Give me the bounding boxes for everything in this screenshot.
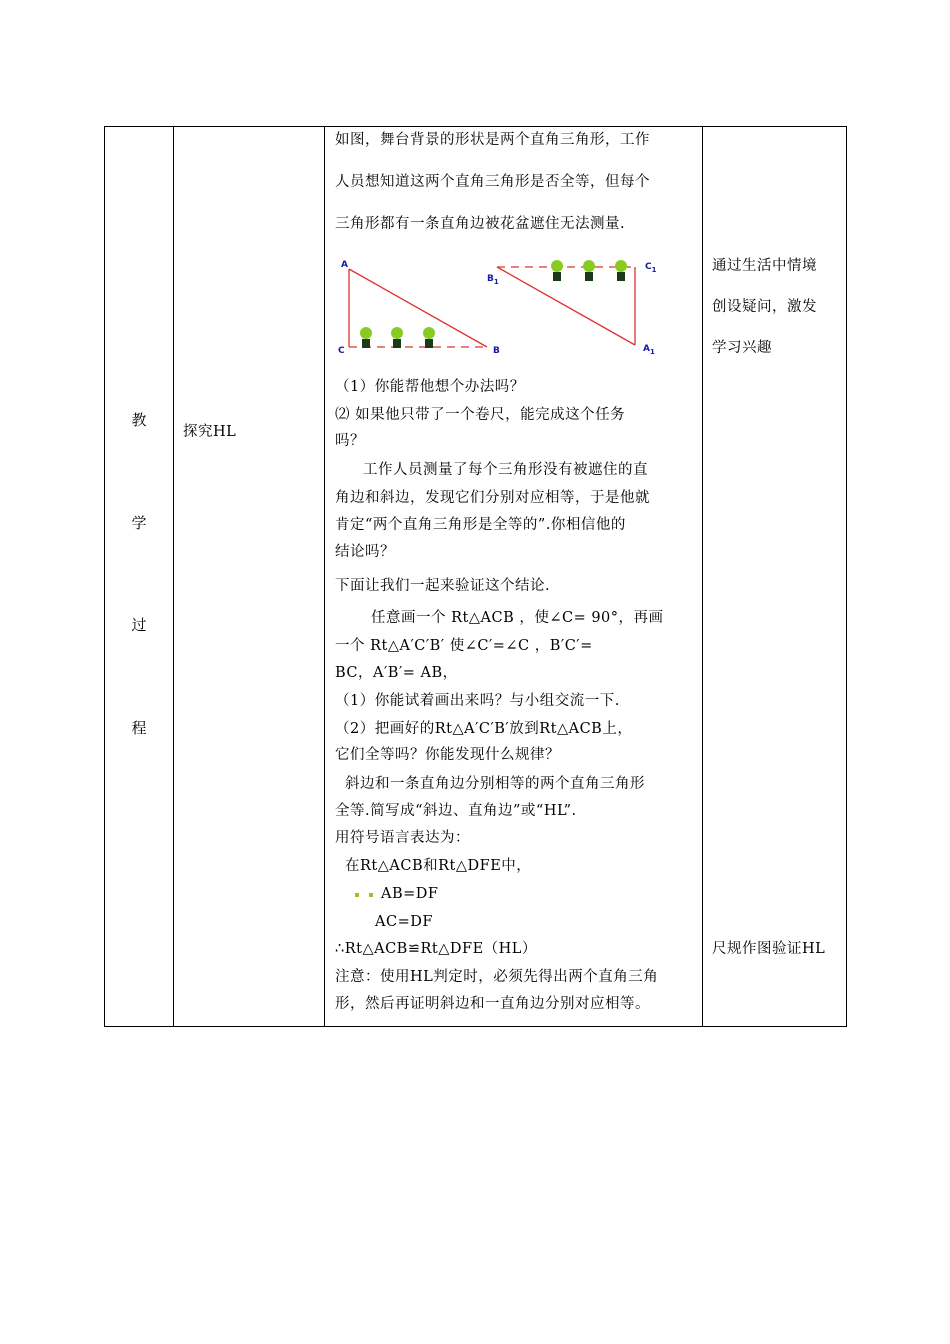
vertex-label: C (338, 346, 345, 356)
vertex-label: $B_1$ (487, 274, 499, 286)
remark-line: 创设疑问，激发 (712, 299, 817, 315)
plant-icon (391, 327, 403, 348)
plant-icon (551, 260, 563, 281)
paragraph-line: 在Rt△ACB和Rt△DFE中， (345, 858, 532, 874)
paragraph-line: 工作人员测量了每个三角形没有被遮住的直 (363, 462, 648, 478)
bullet-dot (355, 893, 359, 897)
paragraph-line: 用符号语言表达为： (335, 830, 470, 846)
paragraph-line: 一个 Rt△A′C′B′ 使∠C′=∠C ，B′C′= (335, 638, 593, 654)
intro-line: 如图，舞台背景的形状是两个直角三角形，工作 (335, 132, 650, 148)
remark-line: 尺规作图验证HL (712, 941, 826, 957)
plant-icon (423, 327, 435, 348)
vertex-label: $A_1$ (643, 344, 655, 356)
plant-icon (615, 260, 627, 281)
vertex-label: A (341, 260, 348, 270)
plant-icon (360, 327, 372, 348)
section-title: 探究HL (183, 424, 237, 440)
column-divider (702, 127, 703, 1026)
note-line: 注意：使用HL判定时，必须先得出两个直角三角 (335, 969, 659, 985)
question: 吗？ (335, 433, 365, 449)
remark-line: 学习兴趣 (712, 340, 772, 356)
column-divider (173, 127, 174, 1026)
remark-line: 通过生活中情境 (712, 258, 817, 274)
question: （1）你能试着画出来吗？与小组交流一下. (335, 693, 620, 709)
paragraph-line: 斜边和一条直角边分别相等的两个直角三角形 (345, 776, 645, 792)
equation: AB=DF (381, 886, 439, 902)
paragraph-line: BC，A′B′= AB， (335, 665, 458, 681)
stage-diagram (335, 255, 697, 363)
question: ⑵ 如果他只带了一个卷尺，能完成这个任务 (335, 407, 626, 423)
paragraph-line: 全等.简写成“斜边、直角边”或“HL”. (335, 803, 577, 819)
triangle-edge (497, 267, 635, 345)
paragraph-line: 肯定“两个直角三角形是全等的”.你相信他的 (335, 517, 626, 533)
main-content (335, 127, 697, 1027)
vertex-label: $C_1$ (645, 262, 657, 274)
intro-line: 人员想知道这两个直角三角形是否全等，但每个 (335, 174, 650, 190)
stage-char: 过 (131, 616, 147, 634)
paragraph-line: 结论吗？ (335, 544, 395, 560)
paragraph-line: 角边和斜边，发现它们分别对应相等，于是他就 (335, 490, 650, 506)
question: （1）你能帮他想个办法吗？ (335, 379, 525, 395)
question: 它们全等吗？你能发现什么规律？ (335, 747, 560, 763)
lesson-table (104, 126, 847, 1027)
equation: AC=DF (375, 914, 433, 930)
intro-line: 三角形都有一条直角边被花盆遮住无法测量. (335, 216, 626, 232)
question: （2）把画好的Rt△A′C′B′放到Rt△ACB上， (335, 721, 633, 737)
plant-icon (583, 260, 595, 281)
bullet-dot (369, 893, 373, 897)
note-line: 形，然后再证明斜边和一直角边分别对应相等。 (335, 996, 650, 1012)
stage-char: 教 (131, 411, 147, 429)
paragraph-line: 任意画一个 Rt△ACB ，使∠C= 90°，再画 (371, 610, 664, 626)
stage-char: 学 (131, 514, 147, 532)
paragraph-line: 下面让我们一起来验证这个结论. (335, 578, 551, 594)
conclusion: ∴Rt△ACB≌Rt△DFE（HL） (335, 941, 537, 957)
column-divider (324, 127, 325, 1026)
stage-char: 程 (131, 719, 147, 737)
vertex-label: B (493, 346, 500, 356)
